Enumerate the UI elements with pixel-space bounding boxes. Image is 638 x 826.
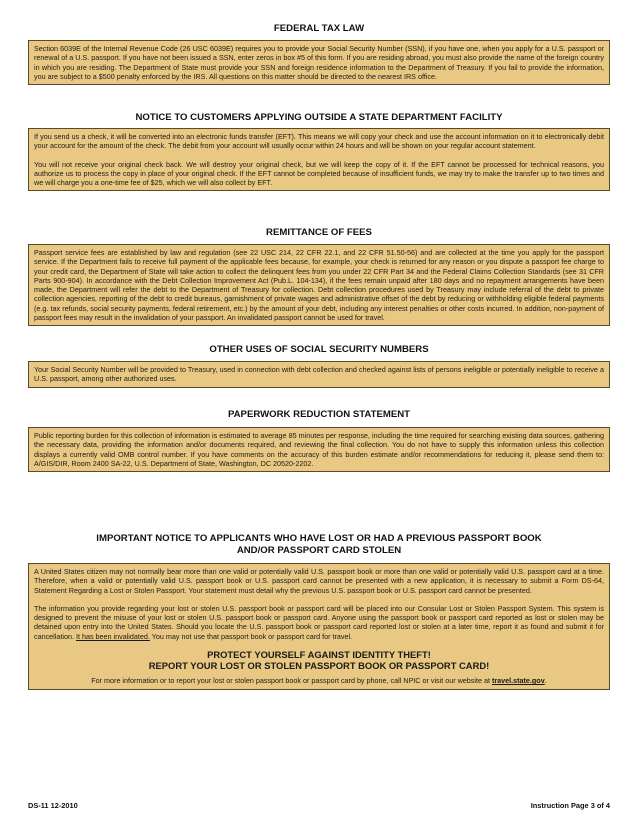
remittance-box <box>28 244 610 326</box>
identity-theft-warning-line-2: REPORT YOUR LOST OR STOLEN PASSPORT BOOK OR PASSPORT CARD! <box>148 660 490 672</box>
invalidated-notice: It has been invalidated. <box>75 631 150 641</box>
more-info-line <box>34 676 604 685</box>
lost-stolen-paragraph-2-end: You may not use that passport book or passport card for travel. <box>149 631 353 641</box>
lost-stolen-paragraph-2 <box>34 604 604 641</box>
paperwork-box <box>28 427 610 472</box>
page-number-footer: Instruction Page 3 of 4 <box>530 801 610 810</box>
notice-outside-paragraph-1: If you send us a check, it will be converted into an electronic funds transfer (EFT). This means we will copy your check and use the account information on it to electronically debit your account for the amount of the check. The debit from your account will usually occur within 24 hours and will be shown on your regular account statement. <box>34 132 604 151</box>
lost-stolen-heading-line-2: AND/OR PASSPORT CARD STOLEN <box>236 545 402 556</box>
lost-stolen-paragraph-2-start: The information you provide regarding your lost or stolen U.S. passport book or passport card will be placed into our Consular Lost or Stolen Passport System. This system is designed to prevent the misuse of your lost or stolen U.S. passport book or passport card. Anyone using the passport book or passport card reported as lost or stolen may be detained upon entry into the United States. Should you locate the U.S. passport book or passport card reported lost or stolen at a later time, report it as found and submit it for cancellation. <box>34 603 604 641</box>
paperwork-text: Public reporting burden for this collection of information is estimated to average 85 minutes per response, including the time required for searching existing data sources, gathering the necessary data, providing the information and/or documents required, and reviewing the final collection. You do not have to supply this information unless this collection displays a currently valid OMB control number. If you have comments on the accuracy of this burden estimate and/or recommendations for reducing it, please send them to: A/GIS/DIR, Room 2400 SA-22, U.S. Department of State, Washington, DC 20520-2202. <box>34 431 604 468</box>
remittance-heading: REMITTANCE OF FEES <box>266 227 372 238</box>
lost-stolen-paragraph-1: A United States citizen may not normally bear more than one valid or potentially valid U.S. passport book or more than one valid or potentially valid U.S. passport card at a time. Therefore, when a valid or potentially valid U.S. passport book or U.S. passport card cannot be presented with a new application, it is necessary to submit a Form DS-64, Statement Regarding a Lost or Stolen Passport. Your statement must detail why the previous U.S. passport book or U.S. passport card cannot be presented. <box>34 567 604 595</box>
notice-outside-box <box>28 128 610 191</box>
notice-outside-heading: NOTICE TO CUSTOMERS APPLYING OUTSIDE A STATE DEPARTMENT FACILITY <box>135 112 503 123</box>
lost-stolen-heading-line-1: IMPORTANT NOTICE TO APPLICANTS WHO HAVE LOST OR HAD A PREVIOUS PASSPORT BOOK <box>96 533 542 544</box>
identity-theft-warning <box>34 649 604 671</box>
paperwork-heading: PAPERWORK REDUCTION STATEMENT <box>227 409 411 420</box>
federal-tax-law-text: Section 6039E of the Internal Revenue Code (26 USC 6039E) requires you to provide your Social Security Number (SSN), if you have one, when you apply for a U.S. passport or renewal of a U.S. passport. If you have not been issued a SSN, enter zeros in box #5 of this form. If you are residing abroad, you must also provide the name of the foreign country in which you are residing. The Department of State must provide your SSN and foreign residence information to the Department of Treasury. If you fail to provide the information, you are subject to a $500 penalty enforced by the IRS. All questions on this matter should be directed to the nearest IRS office. <box>34 44 604 81</box>
notice-outside-paragraph-2: You will not receive your original check back. We will destroy your original check, but we will keep the copy of it. If the EFT cannot be processed for technical reasons, you authorize us to process the copy in place of your original check. If the EFT cannot be completed because of insufficient funds, we may try to make the transfer up to two times and we will charge you a one-time fee of $25, which we will also collect by EFT. <box>34 159 604 188</box>
identity-theft-warning-line-1: PROTECT YOURSELF AGAINST IDENTITY THEFT! <box>207 649 431 661</box>
form-id-footer: DS-11 12-2010 <box>28 801 78 810</box>
other-uses-heading: OTHER USES OF SOCIAL SECURITY NUMBERS <box>209 344 429 355</box>
federal-tax-law-heading: FEDERAL TAX LAW <box>273 23 365 34</box>
other-uses-text: Your Social Security Number will be provided to Treasury, used in connection with debt collection and checked against lists of persons ineligible or potentially ineligible to receive a U.S. passport, among other authorized uses. <box>34 365 604 384</box>
remittance-text: Passport service fees are established by law and regulation (see 22 USC 214, 22 CFR 22.1, and 22 CFR 51.50-56) and are collected at the time you apply for the passport service. If the Department fails to receive full payment of the applicable fees because, for example, your check is returned for any reason or you dispute a passport fee charge to your credit card, the Department of State will take action to collect the delinquent fees from you under 22 CFR Part 34 and the Federal Claims Collection Standards (see 31 CFR Parts 900-904). In accordance with the Debt Collection Improvement Act (Pub.L. 104-134), if the fees remain unpaid after 180 days and no repayment arrangements have been made, the Department will refer the debt to the Department of Treasury for collection. Debt collection procedures used by Treasury may include referral of the debt to private collection agencies, reporting of the debt to credit bureaus, garnishment of private wages and administrative offset of the debt by reducing or withholding eligible federal payments (e.g. tax refunds, social security payments, federal retirement, etc.) by the amount of your debt, including any interest penalties or other costs incurred. In addition, non-payment of passport fees may result in the invalidation of your passport. An invalidated passport cannot be used for travel. <box>34 248 604 323</box>
lost-stolen-heading <box>28 533 610 557</box>
federal-tax-law-box <box>28 40 610 85</box>
other-uses-box <box>28 361 610 388</box>
lost-stolen-box <box>28 563 610 690</box>
more-info-period: . <box>544 676 547 686</box>
more-info-text: For more information or to report your lost or stolen passport book or passport card by phone, call NPIC or visit our website at <box>91 676 492 686</box>
website-link[interactable]: travel.state.gov <box>491 676 545 686</box>
